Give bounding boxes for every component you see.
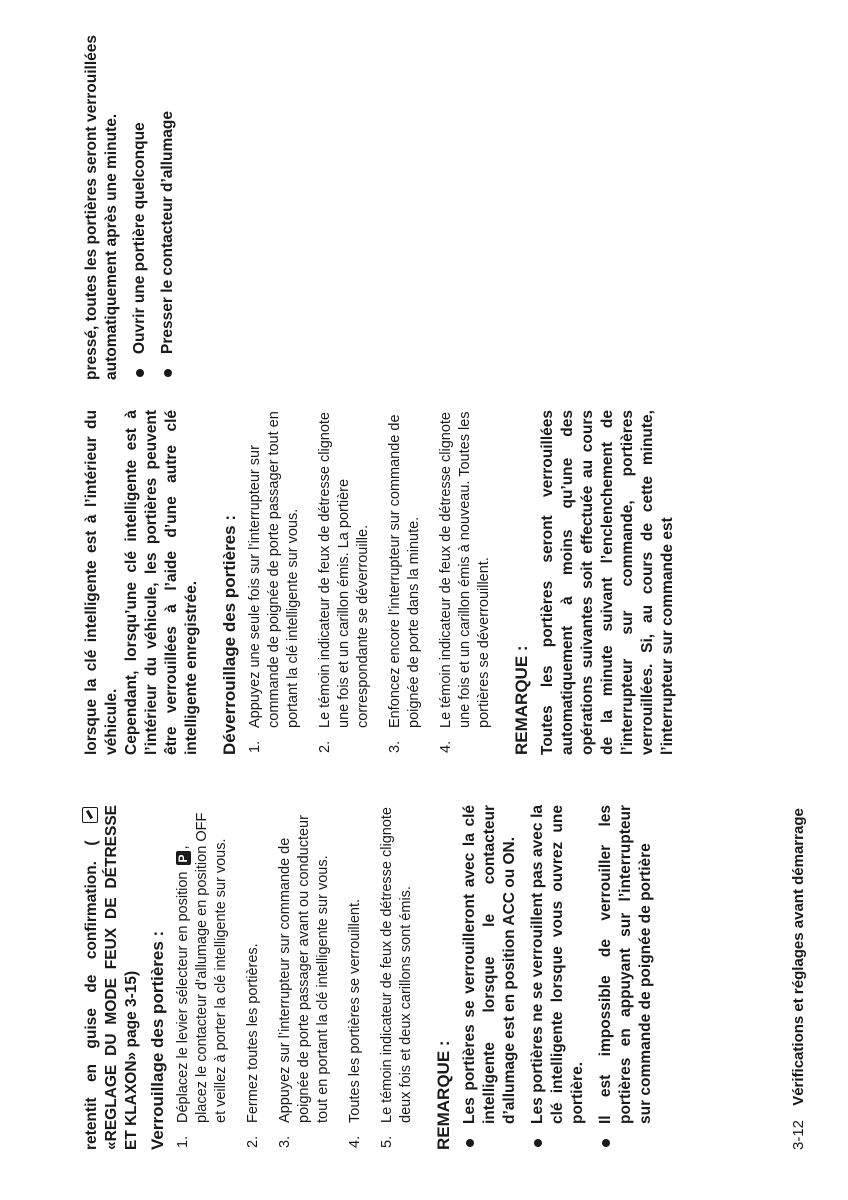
action-bullet-text: Presser le contacteur d’allumage (159, 111, 176, 354)
step-text: Le témoin indicateur de feux de détresse clignote deux fois et deux carillons sont émis. (379, 807, 414, 1123)
action-bullets (130, 35, 178, 380)
section-title: Vérifications et réglages avant démarrage (790, 808, 807, 1106)
bullet-dot-icon (164, 369, 172, 377)
step-number: 2. (317, 740, 333, 753)
intro-reference-link[interactable]: «REGLAGE DU MODE FEUX DE DÉTRESSE ET KLAXON» page 3-15) (103, 805, 140, 1150)
bullet-dot-icon (602, 1139, 610, 1147)
lock-steps-list (174, 805, 416, 1150)
continuation-paragraph: lorsque la clé intelligente est à l’intérieur du véhicule. (83, 410, 120, 755)
intro-text: retentit en guise de confirmation. (83, 861, 100, 1150)
step-number: 3. (387, 740, 403, 753)
unlock-step (386, 410, 424, 755)
unlock-step (316, 410, 373, 755)
page-footer (790, 808, 807, 1150)
remark-bullet (596, 805, 656, 1150)
step-text: , placez le contacteur d’allumage en position OFF et veillez à porter la clé intelligente sur vous. (175, 812, 229, 1123)
step-number: 3. (277, 1135, 293, 1148)
action-bullet (158, 35, 178, 380)
step-number: 5. (379, 1135, 395, 1148)
remark-paragraph: Toutes les portières seront verrouillées automatiquement à moins qu’une des opérations suivantes soit effectuée au cours de la minute suivant l’enclenchement de l’interrupteur sur commande, portières verrouillées. Si, au cours de cette minute, l’interrupteur sur commande est (539, 410, 676, 755)
step-number: 4. (438, 740, 454, 753)
lock-step (244, 805, 263, 1150)
step-number: 1. (247, 740, 263, 753)
unlock-step (437, 410, 494, 755)
unlock-steps-list (246, 410, 494, 755)
lock-step (276, 805, 333, 1150)
step-text: Toutes les portières se verrouillent. (347, 898, 363, 1123)
intro-paragraph (82, 805, 142, 1150)
page-number: 3-12 (790, 1119, 807, 1150)
step-text: Fermez toutes les portières. (245, 943, 261, 1123)
action-bullet-text: Ouvrir une portière quelconque (131, 122, 148, 354)
step-number: 4. (347, 1135, 363, 1148)
park-position-badge: P (176, 851, 191, 865)
column-3 (82, 35, 186, 380)
remark-bullets (460, 805, 656, 1150)
step-number: 2. (245, 1135, 261, 1148)
step-text: Le témoin indicateur de feux de détresse clignote une fois et un carillon émis à nouveau. Toutes les portières se déverrouillent. (438, 411, 492, 728)
lock-step (378, 805, 416, 1150)
remark-bullet (460, 805, 520, 1150)
action-bullet (130, 35, 150, 380)
remark-heading: REMARQUE : (434, 1040, 453, 1150)
bullet-dot-icon (534, 1139, 542, 1147)
additional-info-paragraph: Cependant, lorsqu’une clé intelligente est à l’intérieur du véhicule, les portières peuvent être verrouillées à l’aide d’une autre clé intelligente enregistrée. (123, 410, 200, 755)
step-text: Appuyez une seule fois sur l’interrupteur sur commande de poignée de porte passager tout en portant la clé intelligente sur vous. (247, 411, 301, 728)
lock-heading: Verrouillage des portières : (148, 930, 167, 1150)
step-number: 1. (175, 1135, 191, 1148)
lock-step (174, 805, 231, 1150)
remark-bullet (528, 805, 588, 1150)
bullet-dot-icon (136, 369, 144, 377)
remark-bullet-text: Les portières se verrouilleront avec la clé intelligente lorsque le contacteur d’allumage est en position ACC ou ON. (461, 805, 518, 1124)
unlock-heading: Déverrouillage des portières : (220, 515, 239, 755)
book-reference-icon (82, 807, 98, 823)
column-1 (82, 805, 664, 1150)
step-text: Déplacez le levier sélecteur en position (175, 871, 191, 1123)
remark-bullet-text: Les portières ne se verrouillent pas avec la clé intelligente lorsque vous ouvrez une portière. (529, 805, 586, 1124)
remark-bullet-text: Il est impossible de verrouiller les portières en appuyant sur l’interrupteur sur commande de poignée de portière (597, 805, 654, 1124)
lock-step (346, 805, 365, 1150)
step-text: Appuyez sur l’interrupteur sur commande de poignée de porte passager avant ou conducteur tout en portant la clé intelligente sur vous. (277, 815, 331, 1123)
step-text: Le témoin indicateur de feux de détresse clignote une fois et un carillon émis. La portière correspondante se déverrouille. (317, 412, 371, 728)
remark-heading: REMARQUE : (512, 645, 531, 755)
column-2 (82, 410, 678, 755)
step-text: Enfoncez encore l’interrupteur sur commande de poignée de porte dans la minute. (387, 414, 422, 728)
intro-ref-prefix: ( (83, 840, 100, 846)
continuation-paragraph: pressé, toutes les portières seront verrouillées automatiquement après une minute. (83, 35, 120, 380)
bullet-dot-icon (466, 1139, 474, 1147)
unlock-step (246, 410, 303, 755)
